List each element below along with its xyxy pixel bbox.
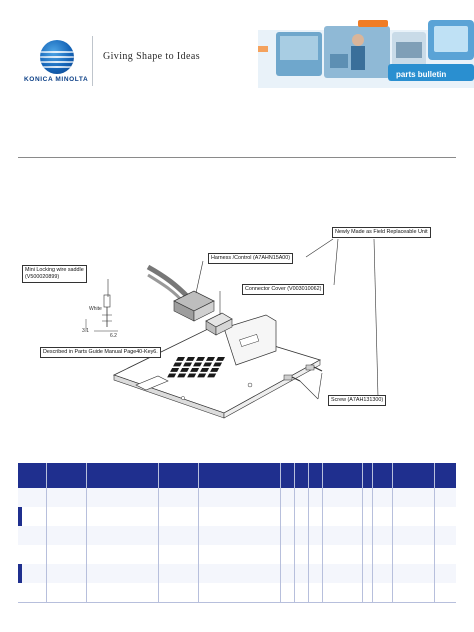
parts-diagram [18, 215, 458, 435]
wire-saddle-code: (V500020899) [25, 273, 60, 280]
wire-saddle-part [86, 295, 118, 331]
callout-parts-guide: Described in Parts Guide Manual Page40-Key6. [40, 347, 161, 358]
table-divider [198, 463, 199, 602]
header-divider [92, 36, 93, 86]
table-row [18, 488, 456, 508]
table-divider [308, 463, 309, 602]
table-divider [280, 463, 281, 602]
konica-minolta-logo-icon [40, 40, 74, 74]
callout-new-fru: Newly Made as Field Replaceable Unit [332, 227, 431, 238]
callout-wire-saddle [22, 265, 87, 283]
tagline: Giving Shape to Ideas [103, 51, 200, 62]
table-row [18, 507, 456, 527]
table-divider [294, 463, 295, 602]
row-accent [18, 507, 22, 526]
table-divider [392, 463, 393, 602]
table-row [18, 583, 456, 603]
callout-harness: Harness /Control (A7AHN15A00) [208, 253, 293, 264]
table-divider [434, 463, 435, 602]
dimension-3-1: 3.1 [82, 328, 89, 334]
harness-cable [148, 267, 188, 297]
callout-connector-cover: Connector Cover (V003010062) [242, 284, 324, 295]
section-rule [18, 157, 456, 158]
row-accent [18, 564, 22, 583]
table-divider [158, 463, 159, 602]
wire-color-label: White [89, 306, 102, 312]
parts-table-header [18, 463, 456, 488]
table-divider [86, 463, 87, 602]
parts-bulletin-label: parts bulletin [396, 70, 447, 79]
wire-saddle-name: Mini Locking wire saddle [25, 267, 84, 273]
table-divider [372, 463, 373, 602]
orange-accent [358, 20, 388, 27]
table-row [18, 564, 456, 584]
table-divider [362, 463, 363, 602]
brand-name: KONICA MINOLTA [24, 76, 89, 83]
screw-part-1 [306, 365, 322, 371]
table-row [18, 545, 456, 565]
table-divider [46, 463, 47, 602]
dimension-6-2: 6.2 [110, 333, 117, 339]
callout-screw: Screw (A7AH131300) [328, 395, 386, 406]
table-row [18, 526, 456, 546]
table-divider [322, 463, 323, 602]
